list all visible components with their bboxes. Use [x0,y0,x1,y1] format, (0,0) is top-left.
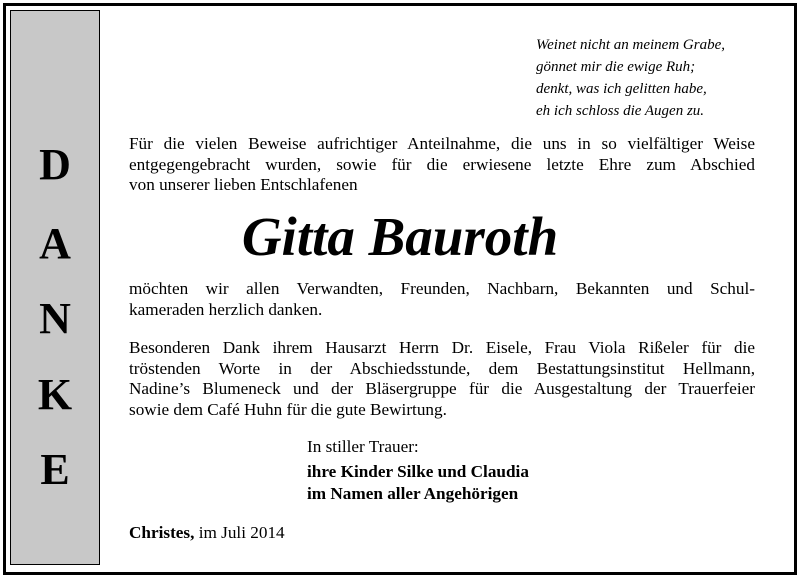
special-thanks-paragraph [129,338,755,420]
intro-line: entgegengebracht wurden, sowie für die erwiesene letzte Ehre zum Abschied [129,154,755,174]
date: im Juli 2014 [198,523,285,542]
special-thanks-line: Besonderen Dank ihrem Hausarzt Herrn Dr. Eisele, Frau Viola Rißeler für die [129,338,755,357]
mourners-line: ihre Kinder Silke und Claudia [307,462,529,481]
sidebar-letter: E [40,445,70,494]
mourners-line: im Namen aller Angehörigen [307,484,519,503]
special-thanks-line: tröstenden Worte in der Abschiedsstunde, dem Bestattungsinstitut Hellmann, [129,358,755,378]
poem-line: denkt, was ich gelitten habe, [536,81,707,97]
poem [536,34,776,122]
sidebar-letter: A [39,219,71,268]
thanks-line: kameraden herzlich danken. [129,299,323,319]
thanks-paragraph [129,279,755,320]
sidebar-letter: D [39,140,71,189]
place-date [129,522,285,544]
deceased-name: Gitta Bauroth [241,206,559,267]
poem-line: eh ich schloss die Augen zu. [536,103,705,119]
special-thanks-line: sowie dem Café Huhn für die gute Bewirtung. [129,399,447,419]
intro-line: Für die vielen Beweise aufrichtiger Anteilnahme, die uns in so vielfältiger Weise [129,134,755,153]
thanks-line: möchten wir allen Verwandten, Freunden, Nachbarn, Bekannten und Schul- [129,279,755,298]
danke-sidebar [10,10,100,565]
poem-line: Weinet nicht an meinem Grabe, [536,37,725,53]
sidebar-letter: K [37,370,73,419]
poem-line: gönnet mir die ewige Ruh; [536,59,696,75]
mourning-block [307,436,529,505]
mourning-intro: In stiller Trauer: [307,437,419,456]
sidebar-letter: N [39,294,71,343]
intro-line: von unserer lieben Entschlafenen [129,175,358,194]
place: Christes, [129,523,195,542]
intro-paragraph [129,134,755,196]
special-thanks-line: Nadine’s Blumeneck und der Bläsergruppe für die Ausgestaltung der Trauerfeier [129,379,755,398]
